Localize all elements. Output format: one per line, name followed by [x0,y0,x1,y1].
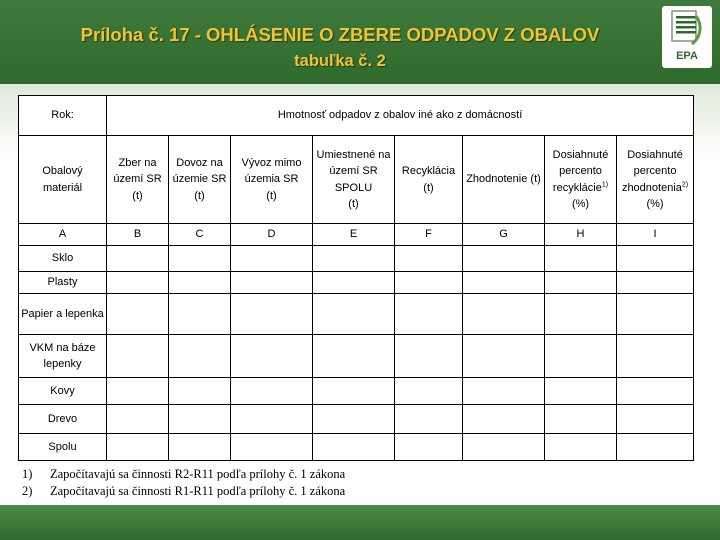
column-label-line: (t) [132,189,143,202]
data-cell[interactable] [463,405,545,434]
footnote [22,483,345,500]
data-cell[interactable] [545,294,617,335]
data-cell[interactable] [313,378,395,405]
year-label: Rok: [19,96,107,136]
column-letter: C [169,224,231,246]
data-cell[interactable] [395,246,463,272]
data-cell[interactable] [463,378,545,405]
column-label-line: recyklácie [552,181,602,194]
data-cell[interactable] [231,272,313,294]
data-cell[interactable] [395,378,463,405]
data-cell[interactable] [169,246,231,272]
data-cell[interactable] [545,434,617,461]
data-cell[interactable] [231,405,313,434]
column-letter: A [19,224,107,246]
column-label-line: Dovoz na [176,156,223,169]
data-cell[interactable] [617,405,694,434]
data-cell[interactable] [169,434,231,461]
column-label-d [231,136,313,224]
data-cell[interactable] [169,378,231,405]
logo-text: EPA [676,50,698,62]
column-label-line: Zhodnotenie (t) [466,173,541,186]
material-label: Kovy [19,378,107,405]
column-label-line: SPOLU [334,181,373,194]
column-letter: B [107,224,169,246]
epa-logo [662,6,712,68]
data-cell[interactable] [231,378,313,405]
data-cell[interactable] [545,246,617,272]
data-cell[interactable] [463,335,545,378]
column-label-f [395,136,463,224]
data-cell[interactable] [545,405,617,434]
column-letter: F [395,224,463,246]
table-row [19,335,694,378]
column-label-line: Recyklácia [401,165,456,177]
column-label-line: zhodnotenia [621,181,682,194]
column-label-b [107,136,169,224]
data-cell[interactable] [107,378,169,405]
column-label-line: (t) [348,198,359,210]
data-cell[interactable] [313,272,395,294]
column-label-g [463,136,545,224]
data-cell[interactable] [545,378,617,405]
column-label-h [545,136,617,224]
footnote-number: 2) [22,484,33,498]
column-letter: D [231,224,313,246]
header-row-top [19,96,694,136]
data-cell[interactable] [313,335,395,378]
data-cell[interactable] [617,294,694,335]
data-cell[interactable] [463,272,545,294]
table-row [19,378,694,405]
data-cell[interactable] [617,434,694,461]
data-cell[interactable] [463,246,545,272]
table-row [19,294,694,335]
data-cell[interactable] [313,246,395,272]
footnotes [22,466,345,500]
column-label-line: území SR [329,165,378,177]
data-cell[interactable] [545,272,617,294]
column-label-line: Zber na [118,156,157,169]
column-label-line: (t) [423,181,434,194]
column-label-line: území SR [113,173,162,186]
data-cell[interactable] [107,294,169,335]
column-label-line: (%) [571,198,590,210]
data-cell[interactable] [107,405,169,434]
material-label: VKM na báze lepenky [19,335,107,378]
footnote-text: Započítavajú sa činnosti R2-R11 podľa prílohy č. 1 zákona [50,467,346,481]
footnote-marker: 1) [601,180,609,188]
table-row [19,434,694,461]
data-cell[interactable] [313,294,395,335]
table-row [19,246,694,272]
data-cell[interactable] [107,434,169,461]
column-letter: G [463,224,545,246]
table-row [19,405,694,434]
material-label: Sklo [19,246,107,272]
data-cell[interactable] [169,294,231,335]
data-cell[interactable] [313,434,395,461]
column-letters-row [19,224,694,246]
column-label-line: (%) [646,198,664,210]
column-label-line: Dosiahnuté [552,148,609,161]
data-cell[interactable] [231,434,313,461]
data-cell[interactable] [107,272,169,294]
material-label: Plasty [19,272,107,294]
column-labels-row [19,136,694,224]
column-label-e [313,136,395,224]
data-cell[interactable] [463,434,545,461]
column-label-line: percento [559,165,602,177]
data-cell[interactable] [107,246,169,272]
group-header: Hmotnosť odpadov z obalov iné ako z domácností [107,96,694,136]
footnote-text: Započítavajú sa činnosti R1-R11 podľa prílohy č. 1 zákona [50,484,346,498]
data-cell[interactable] [395,405,463,434]
page-subtitle: tabuľka č. 2 [294,52,386,70]
column-label-line: (t) [266,189,277,202]
column-label-line: Umiestnené na [316,148,391,161]
data-cell[interactable] [231,294,313,335]
data-cell[interactable] [231,246,313,272]
footnote-number: 1) [22,467,33,481]
data-cell[interactable] [313,405,395,434]
footnote [22,466,345,483]
material-label: Spolu [19,434,107,461]
table-row [19,272,694,294]
data-cell[interactable] [617,378,694,405]
data-cell[interactable] [169,405,231,434]
column-label-line: materiál [42,181,83,194]
column-letter: E [313,224,395,246]
data-cell[interactable] [617,246,694,272]
data-cell[interactable] [545,335,617,378]
column-label-line: Dosiahnuté [627,148,683,161]
data-cell[interactable] [169,335,231,378]
column-label-i [617,136,694,224]
data-cell[interactable] [395,294,463,335]
footnote-marker: 2) [681,180,689,188]
data-cell[interactable] [231,335,313,378]
document-lines-icon [670,10,704,48]
waste-packaging-table [18,95,694,461]
column-label-line: Vývoz mimo [241,156,302,169]
data-cell[interactable] [107,335,169,378]
column-label-line: (t) [194,189,205,202]
column-label-line: územia SR [244,173,299,186]
data-cell[interactable] [169,272,231,294]
column-letter: H [545,224,617,246]
data-cell[interactable] [617,272,694,294]
data-cell[interactable] [463,294,545,335]
data-cell[interactable] [395,335,463,378]
column-letter: I [617,224,694,246]
footer-band [0,505,720,540]
data-cell[interactable] [395,434,463,461]
column-label-a [19,136,107,224]
data-cell[interactable] [617,335,694,378]
column-label-line: percento [633,165,677,177]
data-cell[interactable] [395,272,463,294]
page-title: Príloha č. 17 - OHLÁSENIE O ZBERE ODPADOV Z OBALOV [80,24,600,45]
column-label-line: Obalový [42,165,83,177]
material-label: Papier a lepenka [19,294,107,335]
material-label: Drevo [19,405,107,434]
column-label-c [169,136,231,224]
column-label-line: územie SR [172,173,227,186]
